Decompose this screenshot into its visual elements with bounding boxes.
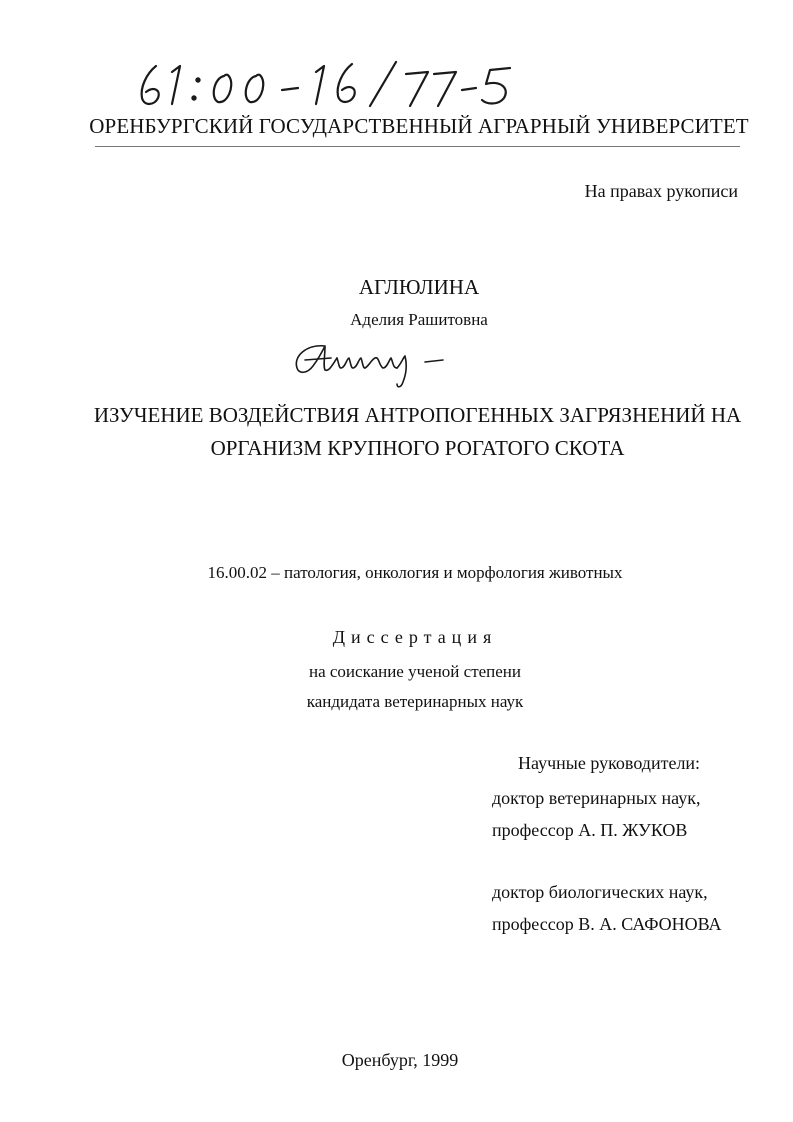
supervisor-2-degree: доктор биологических наук,	[492, 882, 708, 902]
rights-note: На правах рукописи	[584, 181, 738, 201]
document-type: Диссертация	[332, 627, 498, 647]
author-given-names: Аделия Рашитовна	[350, 310, 488, 329]
place-and-year: Оренбург, 1999	[341, 1050, 459, 1070]
specialty-code: 16.00.02 – патология, онкология и морфология животных	[207, 563, 623, 582]
supervisor-1-degree: доктор ветеринарных наук,	[492, 788, 701, 808]
author-signature	[285, 332, 455, 394]
degree-line-2: кандидата ветеринарных наук	[306, 692, 524, 711]
supervisors-heading: Научные руководители:	[518, 753, 701, 773]
supervisor-1-name: профессор А. П. ЖУКОВ	[492, 820, 688, 840]
dissertation-title-line-1: ИЗУЧЕНИЕ ВОЗДЕЙСТВИЯ АНТРОПОГЕННЫХ ЗАГРЯЗНЕНИЙ НА	[93, 403, 742, 427]
supervisor-2-name: профессор В. А. САФОНОВА	[492, 914, 722, 934]
handwritten-archive-code	[128, 56, 528, 112]
degree-line-1: на соискание ученой степени	[308, 662, 522, 681]
handwritten-code-drawing	[128, 56, 528, 112]
signature-drawing	[285, 332, 455, 394]
university-name: ОРЕНБУРГСКИЙ ГОСУДАРСТВЕННЫЙ АГРАРНЫЙ УНИВЕРСИТЕТ	[89, 114, 749, 138]
author-surname: АГЛЮЛИНА	[358, 275, 480, 299]
header-divider	[95, 146, 740, 147]
dissertation-title-line-2: ОРГАНИЗМ КРУПНОГО РОГАТОГО СКОТА	[210, 436, 625, 460]
